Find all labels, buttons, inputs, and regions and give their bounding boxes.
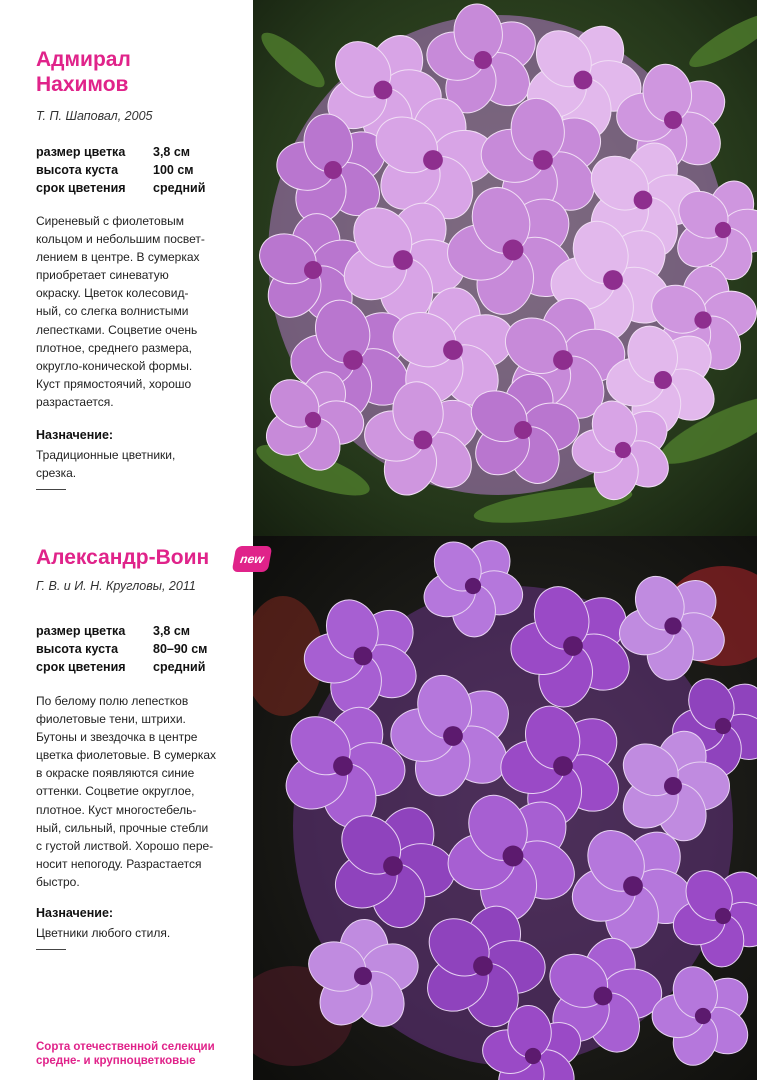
spec-label: высота куста: [36, 642, 119, 656]
phlox-lilac-image: [253, 0, 757, 536]
desc-line: Бутоны и звездочка в центре: [36, 730, 198, 745]
desc-line: Куст прямостоячий, хорошо: [36, 376, 192, 391]
variety2-purpose: [36, 924, 236, 942]
footer-line1: Сорта отечественной селекции: [36, 1041, 215, 1053]
desc-line: с густой листвой. Хорошо пере-: [36, 838, 214, 853]
spec-value: 80–90 см: [153, 642, 208, 656]
desc-line: Сиреневый с фиолетовым: [36, 214, 184, 228]
desc-line: ный, со слегка волнистыми: [36, 304, 189, 319]
spec-row: [36, 143, 205, 161]
new-badge: new: [232, 546, 273, 572]
variety2-specs: [36, 622, 207, 676]
variety2-description: [36, 692, 236, 891]
variety1-title-line2: Нахимов: [36, 73, 129, 96]
spec-row: [36, 622, 207, 640]
desc-line: кольцом и небольшим посвет-: [36, 232, 205, 247]
spec-label: размер цветка: [36, 145, 126, 159]
desc-line: плотное, среднего размера,: [36, 340, 193, 355]
footer-line2: средне- и крупноцветковые: [36, 1055, 196, 1067]
photo-admiral-nakhimov: [253, 0, 757, 536]
desc-line: разрастается.: [36, 394, 114, 409]
spec-value: средний: [153, 660, 206, 674]
spec-value: 3,8 см: [153, 624, 191, 638]
variety1-specs: [36, 143, 205, 197]
desc-line: быстро.: [36, 874, 80, 889]
spec-label: высота куста: [36, 163, 119, 177]
purpose-line: Традиционные цветники,: [36, 448, 176, 462]
variety2-author: Г. В. и И. Н. Кругловы, 2011: [36, 579, 196, 593]
phlox-violet-image: [253, 536, 757, 1080]
spec-value: 3,8 см: [153, 145, 191, 159]
purpose-line: Цветники любого стиля.: [36, 926, 171, 940]
purpose-line: срезка.: [36, 466, 77, 480]
text-column: [0, 0, 253, 1080]
spec-label: размер цветка: [36, 624, 126, 638]
desc-line: приобретает синеватую: [36, 268, 169, 283]
desc-line: цветка фиолетовые. В сумерках: [36, 748, 217, 763]
variety1-purpose: [36, 446, 236, 482]
spec-row: [36, 179, 205, 197]
desc-line: лением в центре. В сумерках: [36, 250, 200, 265]
desc-line: окраску. Цветок колесовид-: [36, 286, 189, 301]
spec-label: срок цветения: [36, 660, 126, 674]
spec-label: срок цветения: [36, 181, 126, 195]
spec-row: [36, 658, 207, 676]
variety1-purpose-heading: Назначение:: [36, 428, 114, 442]
variety1-author: Т. П. Шаповал, 2005: [36, 109, 153, 123]
spec-value: средний: [153, 181, 206, 195]
spec-row: [36, 161, 205, 179]
desc-line: плотное. Куст многостебель-: [36, 802, 197, 817]
variety2-purpose-heading: Назначение:: [36, 906, 114, 920]
section-divider: [36, 949, 66, 950]
desc-line: округло-конической формы.: [36, 358, 193, 373]
variety2-title: Александр-Воин: [36, 546, 210, 569]
desc-line: По белому полю лепестков: [36, 694, 189, 708]
desc-line: лепестками. Соцветие очень: [36, 322, 198, 337]
variety1-title: [36, 47, 131, 97]
variety1-title-line1: Адмирал: [36, 48, 131, 71]
desc-line: в окраске появляются синие: [36, 766, 195, 781]
desc-line: ный, сильный, прочные стебли: [36, 820, 209, 835]
photo-aleksandr-voin: [253, 536, 757, 1080]
variety1-description: [36, 212, 236, 411]
page-footer: [36, 1040, 251, 1068]
section-divider: [36, 489, 66, 490]
desc-line: оттенки. Соцветие округлое,: [36, 784, 195, 799]
desc-line: носит непогоду. Разрастается: [36, 856, 202, 871]
spec-value: 100 см: [153, 163, 194, 177]
desc-line: фиолетовые тени, штрихи.: [36, 712, 186, 727]
spec-row: [36, 640, 207, 658]
